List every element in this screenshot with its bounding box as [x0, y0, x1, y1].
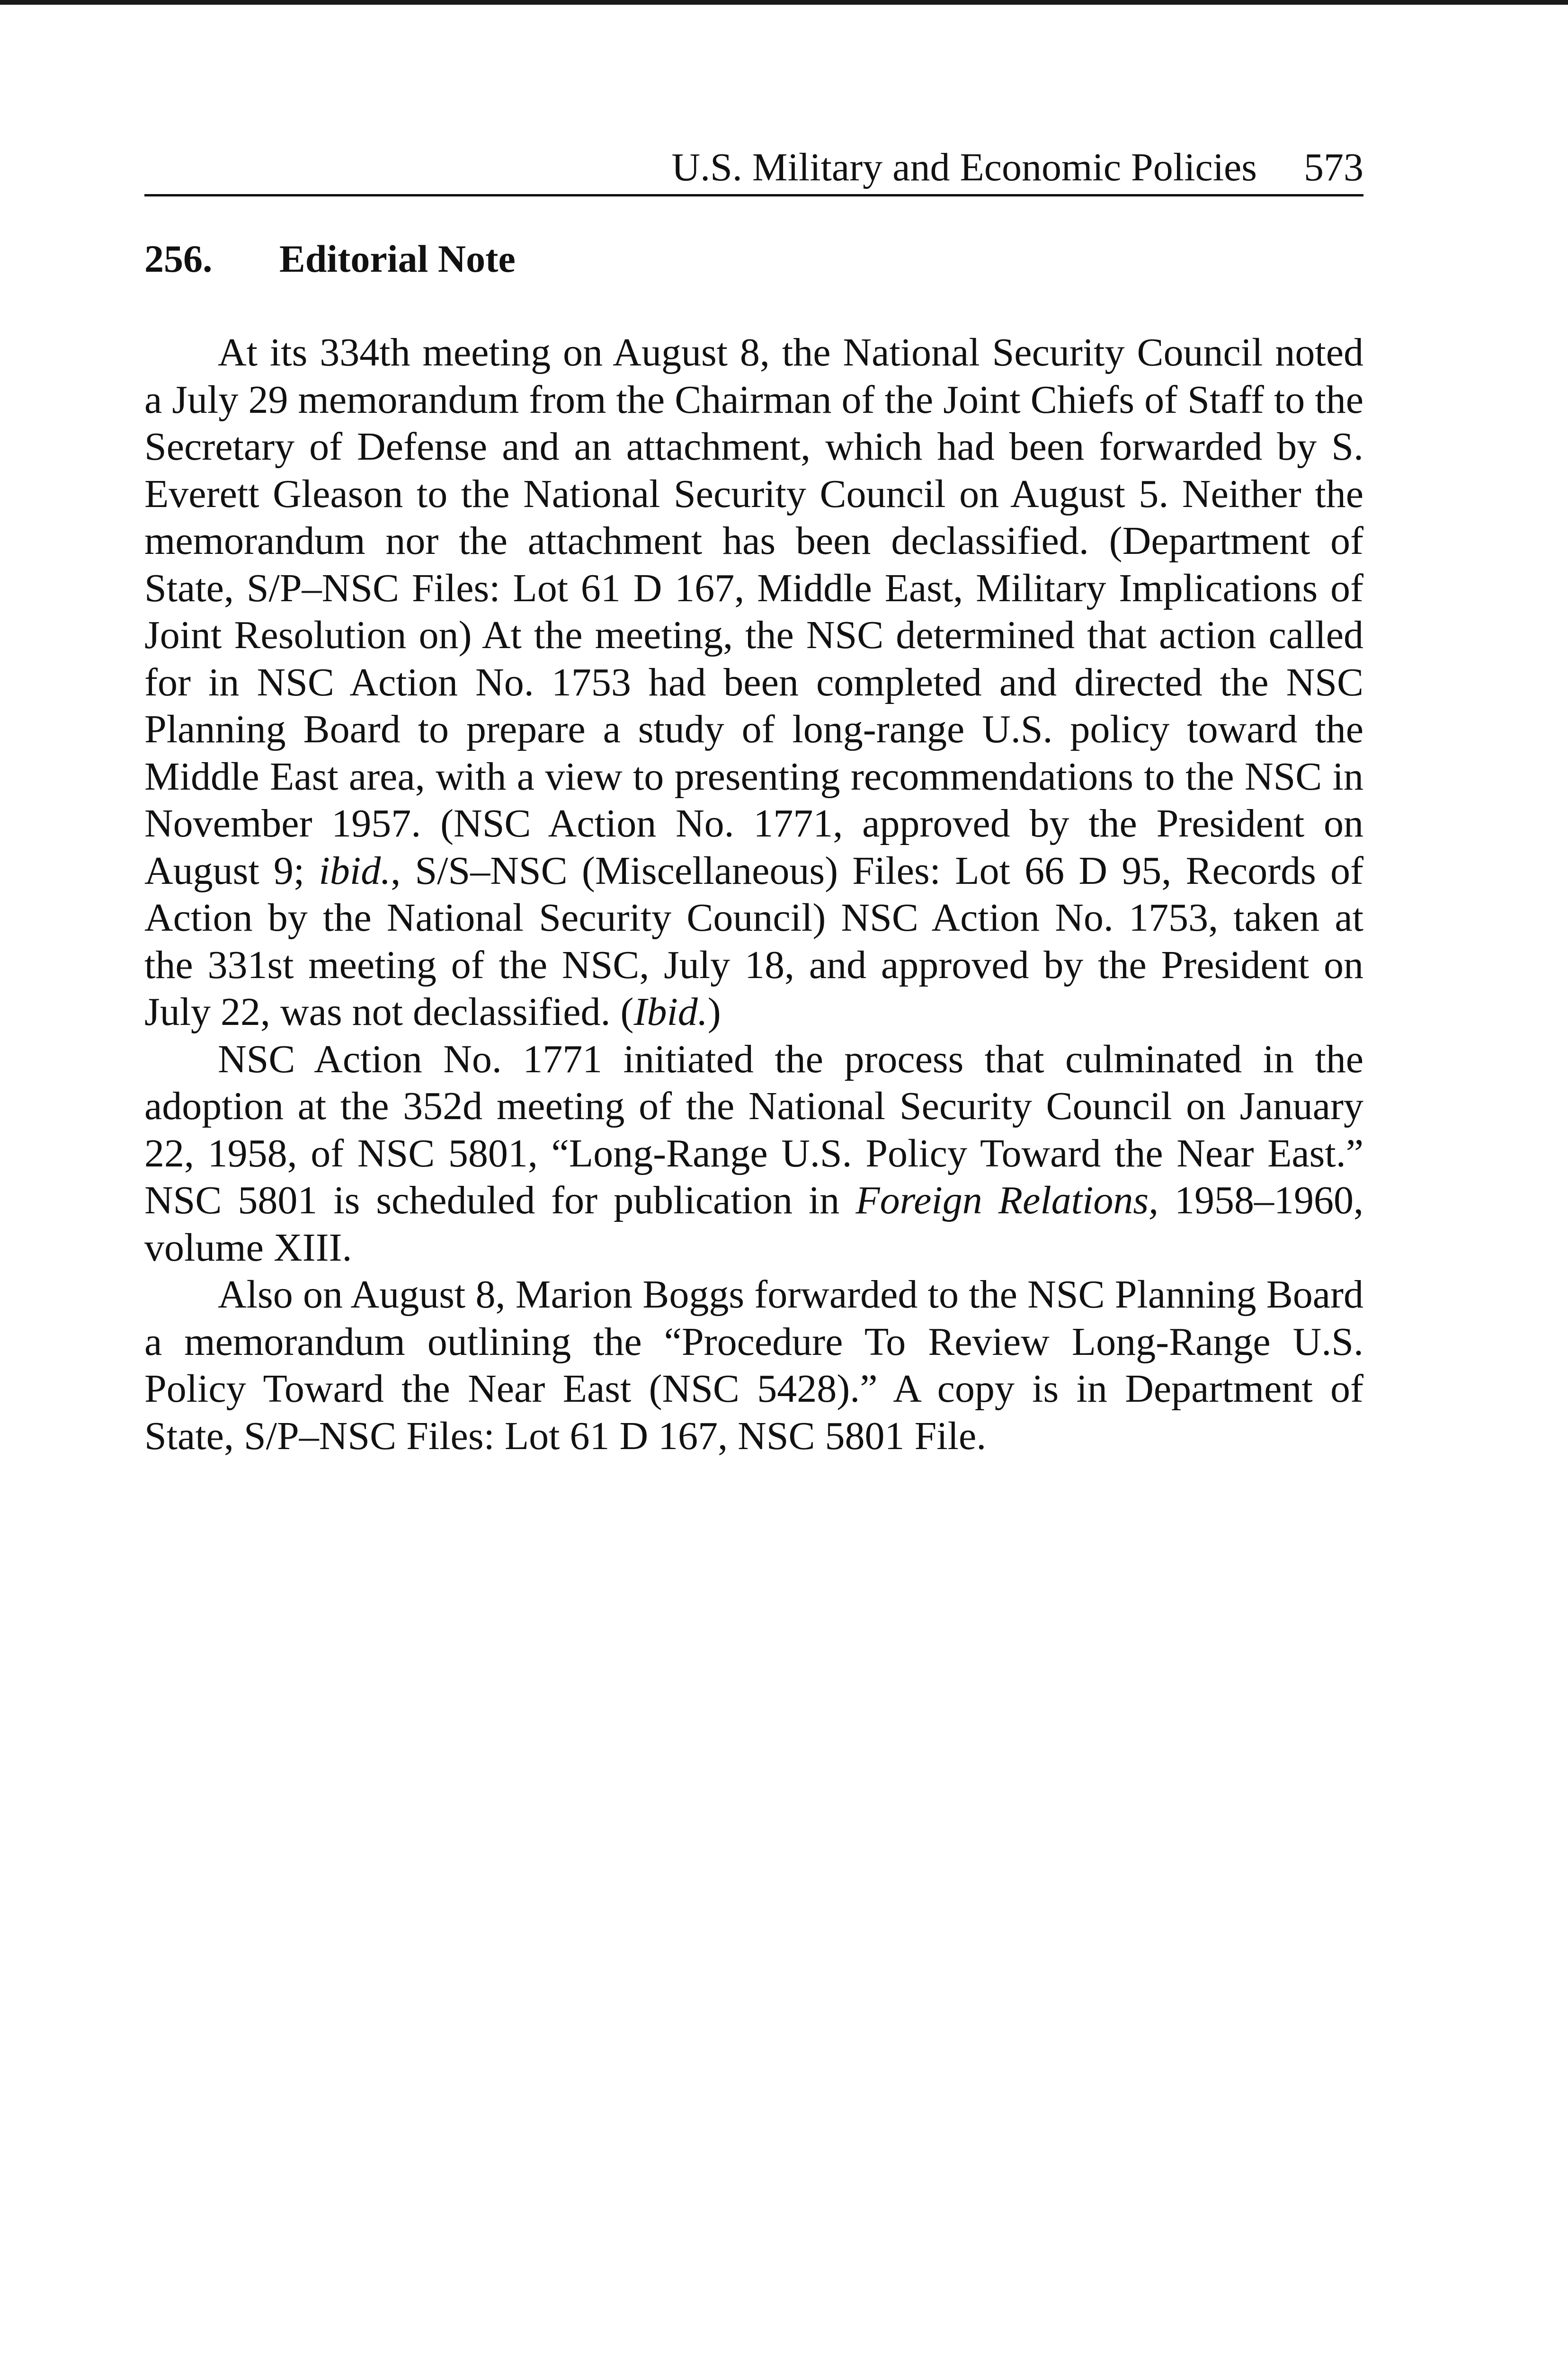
document-title: Editorial Note [279, 237, 516, 280]
paragraph-2 [144, 1036, 1363, 1272]
paragraph-segment: Also on August 8, Marion Boggs forwarded to the NSC Planning Board a memorandum outlining the “Procedure To Review Long-Range U.S. Policy Toward the Near East (NSC 5428).” A copy is in Department of State, S/P–NSC Files: Lot 61 D 167, NSC 5801 File. [144, 1272, 1363, 1458]
top-edge-rule [0, 0, 1568, 5]
paragraph-1 [144, 329, 1363, 1036]
page-number: 573 [1304, 145, 1363, 189]
paragraph-segment-italic: Ibid. [633, 990, 708, 1034]
document-heading [144, 237, 516, 281]
paragraph-segment: At its 334th meeting on August 8, the National Security Council noted a July 29 memorandum from the Chairman of the Joint Chiefs of Staff to the Secretary of Defense and an attachment, which had been forwarded by S. Everett Gleason to the National Security Council on August 5. Neither the memorandum nor the attachment has been declassified. (Department of State, S/P–NSC Files: Lot 61 D 167, Middle East, Military Implications of Joint Resolution on) At the meeting, the NSC determined that action called for in NSC Action No. 1753 had been completed and directed the NSC Planning Board to prepare a study of long-range U.S. policy toward the Middle East area, with a view to presenting recommendations to the NSC in November 1957. (NSC Action No. 1771, approved by the President on August 9; [144, 330, 1363, 893]
paragraph-3 [144, 1271, 1363, 1459]
paragraph-segment: , S/S–NSC (Miscellaneous) Files: Lot 66 D 95, Records of Action by the National Security Council) NSC Action No. 1753, taken at the 331st meeting of the NSC, July 18, and approved by the President on July 22, was not declassified. ( [144, 848, 1363, 1034]
document-number: 256. [144, 237, 213, 280]
paragraph-segment: ) [707, 990, 721, 1034]
paragraph-segment: NSC Action No. 1771 initiated the process that culminated in the adoption at the 352d meeting of the National Security Council on January 22, 1958, of NSC 5801, “Long-Range U.S. Policy Toward the Near East.” NSC 5801 is scheduled for publication in [144, 1037, 1363, 1222]
paragraph-segment-italic: Foreign Relations, [855, 1178, 1159, 1222]
running-title: U.S. Military and Economic Policies [671, 145, 1257, 189]
running-header [144, 128, 1363, 196]
paragraph-segment-italic: ibid. [319, 848, 391, 893]
paragraph-segment: 1958–1960, volume XIII. [144, 1178, 1363, 1270]
editorial-note-body [144, 329, 1363, 1459]
